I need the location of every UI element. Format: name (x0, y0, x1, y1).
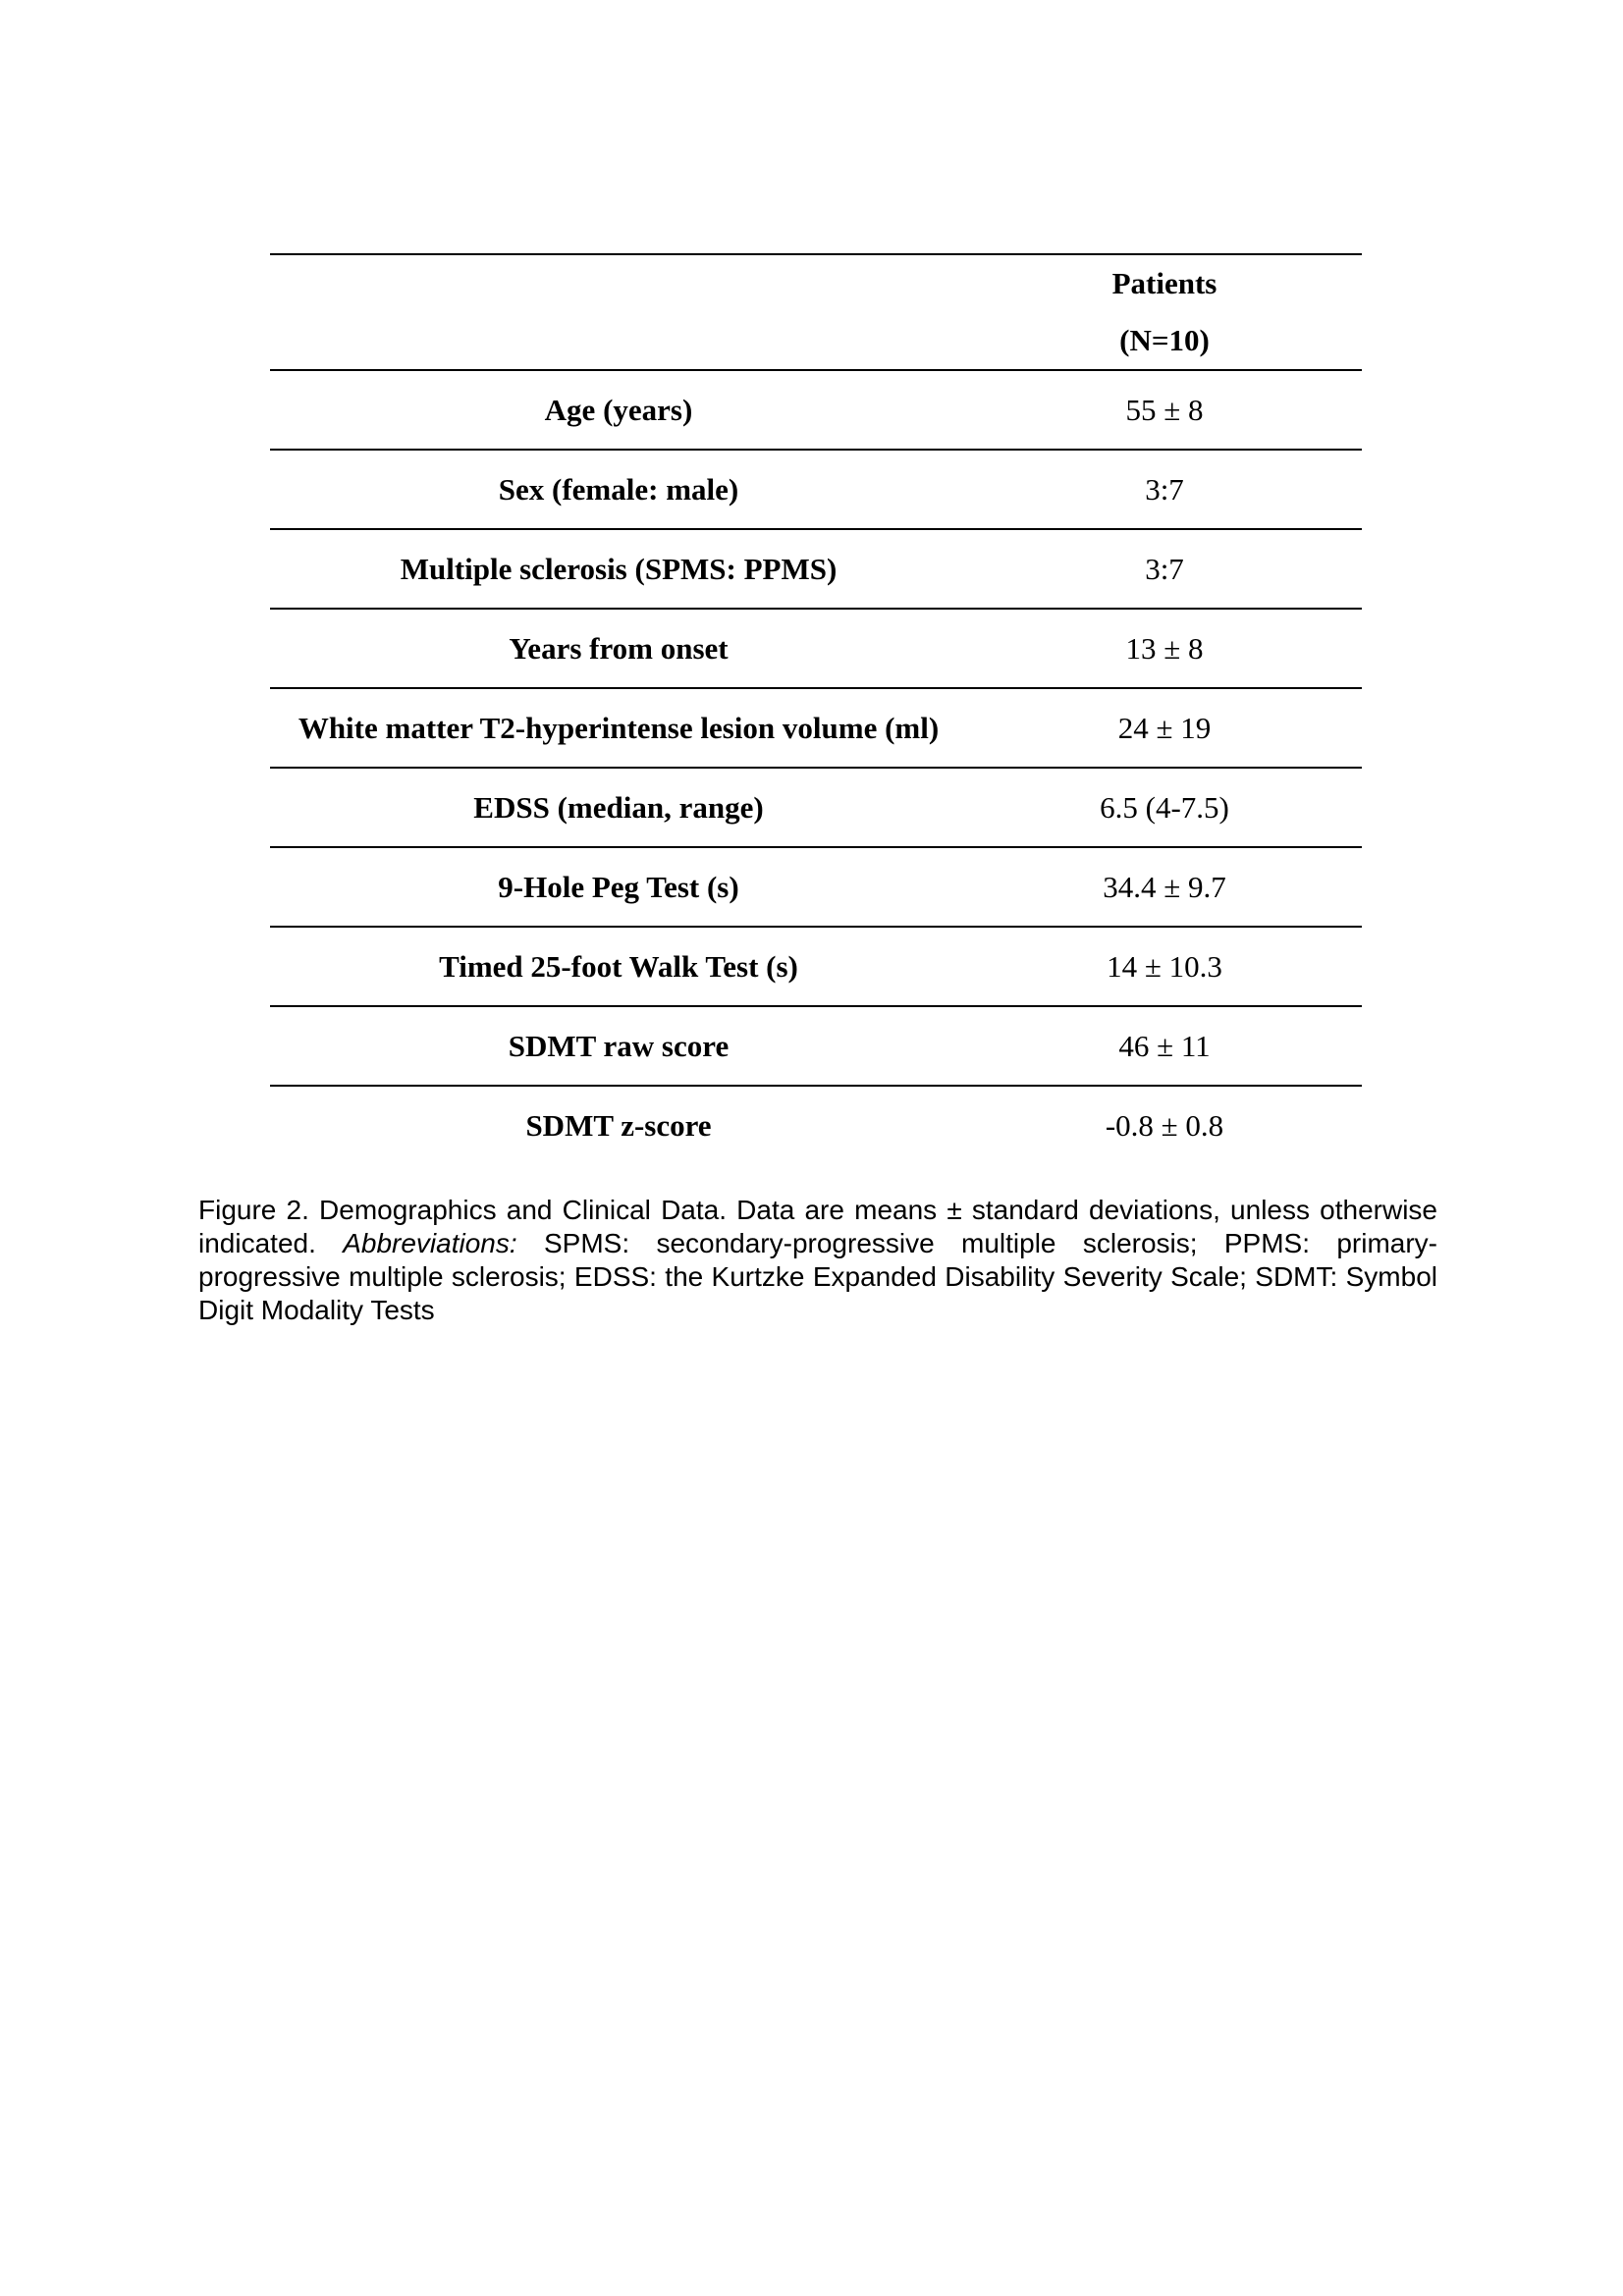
table-row (270, 1086, 1362, 1164)
row-value: 46 ± 11 (967, 1006, 1362, 1086)
row-value: 13 ± 8 (967, 609, 1362, 688)
row-label: Multiple sclerosis (SPMS: PPMS) (270, 529, 967, 609)
demographics-table-container (270, 253, 1362, 1164)
row-value: 6.5 (4-7.5) (967, 768, 1362, 847)
header-patients-count: (N=10) (1119, 323, 1210, 357)
header-blank-cell (270, 254, 967, 370)
row-label: 9-Hole Peg Test (s) (270, 847, 967, 927)
row-value: 55 ± 8 (967, 370, 1362, 450)
caption-abbreviations-label: Abbreviations: (343, 1228, 517, 1258)
row-value: 34.4 ± 9.7 (967, 847, 1362, 927)
caption-text-start: Figure 2. Demographics and Clinical Data. Data are means ± standard deviations, unless otherwise indicated. (198, 1195, 1437, 1258)
table-row (270, 688, 1362, 768)
table-row (270, 1006, 1362, 1086)
row-label: White matter T2-hyperintense lesion volume (ml) (270, 688, 967, 768)
table-row (270, 847, 1362, 927)
row-label: SDMT raw score (270, 1006, 967, 1086)
table-row (270, 529, 1362, 609)
table-row (270, 927, 1362, 1006)
row-value: 14 ± 10.3 (967, 927, 1362, 1006)
row-value: 3:7 (967, 529, 1362, 609)
row-label: Timed 25-foot Walk Test (s) (270, 927, 967, 1006)
row-label: EDSS (median, range) (270, 768, 967, 847)
header-patients-cell (967, 254, 1362, 370)
caption-text-end: SPMS: secondary-progressive multiple sclerosis; PPMS: primary-progressive multiple sclerosis; EDSS: the Kurtzke Expanded Disability Severity Scale; SDMT: Symbol Digit Modality Tests (198, 1228, 1438, 1325)
row-value: -0.8 ± 0.8 (1105, 1107, 1224, 1143)
row-label: Years from onset (270, 609, 967, 688)
header-patients-label: Patients (1111, 266, 1217, 300)
row-label: Sex (female: male) (270, 450, 967, 529)
table-header-row (270, 254, 1362, 370)
row-label: Age (years) (270, 370, 967, 450)
table-row (270, 768, 1362, 847)
row-value: 3:7 (967, 450, 1362, 529)
row-value: 24 ± 19 (967, 688, 1362, 768)
demographics-table (270, 253, 1362, 1164)
figure-caption (198, 1194, 1437, 1327)
row-label: SDMT z-score (525, 1107, 712, 1143)
table-row (270, 370, 1362, 450)
table-row (270, 609, 1362, 688)
table-row (270, 450, 1362, 529)
